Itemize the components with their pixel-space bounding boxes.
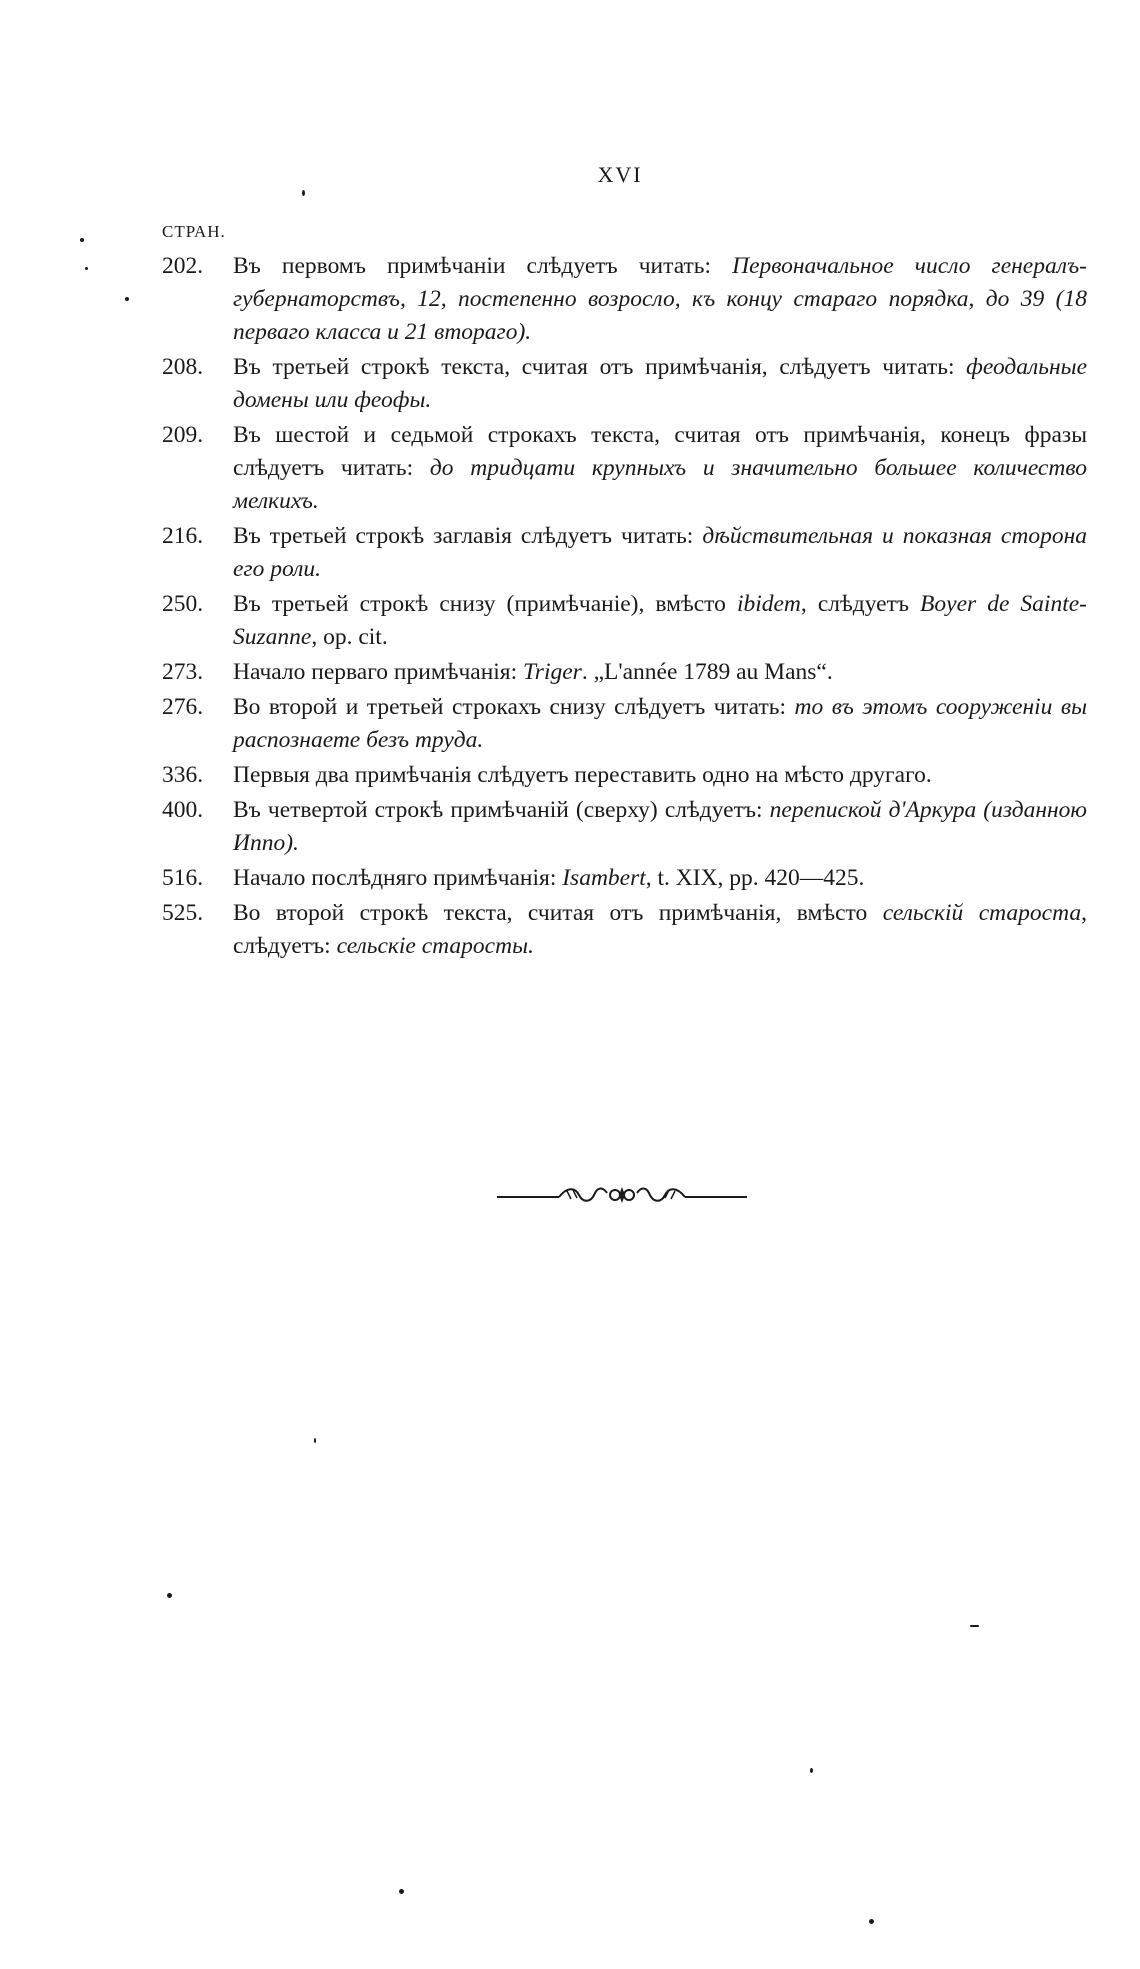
errata-entry (162, 759, 1087, 792)
errata-page-number: 400. (162, 797, 204, 823)
errata-entry (162, 250, 1087, 349)
errata-text: Начало послѣдняго примѣчанія: (233, 865, 563, 891)
errata-entry (162, 862, 1087, 895)
print-speck (125, 297, 129, 301)
errata-text: . „L'année 1789 au Mans“. (581, 659, 833, 685)
errata-entry (162, 656, 1087, 689)
errata-page-number: 336. (162, 762, 204, 788)
errata-page-number: 276. (162, 694, 204, 720)
errata-correction-text (233, 759, 1087, 792)
errata-correction-text (233, 419, 1087, 518)
page-number: XVI (597, 162, 643, 187)
errata-text: , слѣдуетъ: (233, 900, 1087, 959)
errata-text: Первыя два примѣчанія слѣдуетъ переставить одно на мѣсто другаго. (233, 762, 932, 788)
errata-page-number: 273. (162, 659, 204, 685)
print-speck (810, 1768, 813, 1773)
print-speck (399, 1889, 404, 1894)
errata-italic-text: феодальные домены или феофы. (233, 354, 1087, 413)
errata-correction-text (233, 588, 1087, 654)
print-speck (302, 190, 305, 196)
errata-correction-text (233, 520, 1087, 586)
print-speck (970, 1625, 979, 1627)
errata-text: , слѣдуетъ (800, 591, 921, 617)
errata-italic-text: Boyer de Sainte-Suzanne (233, 591, 1087, 650)
errata-text: Во второй и третьей строкахъ снизу слѣдуетъ читать: (233, 694, 795, 720)
errata-italic-text: Isambert (562, 865, 646, 891)
errata-text: Въ третьей строкѣ текста, считая отъ примѣчанія, слѣдуетъ читать: (233, 354, 967, 380)
errata-text: Въ третьей строкѣ заглавія слѣдуетъ читать: (233, 523, 703, 549)
errata-text: Въ четвертой строкѣ примѣчаній (сверху) слѣдуетъ: (233, 797, 770, 823)
errata-entry (162, 588, 1087, 654)
errata-entry (162, 794, 1087, 860)
errata-page-number: 250. (162, 591, 204, 617)
errata-correction-text (233, 691, 1087, 757)
errata-italic-text: Первоначальное число генералъ-губернаторствъ, 12, постепенно возросло, къ концу стараго порядка, до 39 (18 перваго класса и 21 втораго). (233, 253, 1088, 345)
errata-correction-text (233, 794, 1087, 860)
errata-page-number: 516. (162, 865, 204, 891)
errata-text: Въ первомъ примѣчаніи слѣдуетъ читать: (233, 253, 733, 279)
errata-text: Въ шестой и седьмой строкахъ текста, считая отъ примѣчанія, конецъ фразы слѣдуетъ читать: (233, 422, 1087, 481)
errata-correction-text (233, 656, 1087, 689)
errata-page-number: 216. (162, 523, 204, 549)
errata-entry (162, 897, 1087, 963)
errata-correction-text (233, 897, 1087, 963)
print-speck (85, 267, 88, 270)
errata-page-number: 525. (162, 900, 204, 926)
errata-italic-text: Triger (523, 659, 582, 685)
errata-text: Начало перваго примѣчанія: (233, 659, 524, 685)
ornament-divider-icon (497, 1183, 747, 1207)
print-speck (167, 1593, 172, 1598)
errata-page-number: 208. (162, 354, 204, 380)
errata-entry (162, 691, 1087, 757)
print-speck (80, 238, 84, 242)
errata-correction-text (233, 862, 1087, 895)
errata-text: , t. XIX, pp. 420—425. (645, 865, 865, 891)
errata-text: Въ третьей строкѣ снизу (примѣчаніе), вмѣсто (233, 591, 737, 617)
errata-italic-text: до тридцати крупныхъ и значительно большее количество мелкихъ. (233, 455, 1087, 514)
errata-text: , op. cit. (311, 624, 388, 650)
errata-italic-text: сельскіе старосты. (336, 933, 534, 959)
errata-italic-text: перепиской д'Аркура (изданною Иппо). (233, 797, 1088, 856)
errata-entry (162, 419, 1087, 518)
errata-italic-text: то въ этомъ сооруженіи вы распознаете безъ труда. (233, 694, 1087, 753)
errata-correction-text (233, 351, 1087, 417)
column-header: СТРАН. (162, 222, 226, 241)
errata-entry (162, 520, 1087, 586)
errata-page-number: 209. (162, 422, 204, 448)
errata-italic-text: ibidem (736, 591, 801, 617)
errata-text: Во второй строкѣ текста, считая отъ примѣчанія, вмѣсто (233, 900, 883, 926)
print-speck (314, 1438, 316, 1443)
errata-correction-text (233, 250, 1087, 349)
errata-italic-text: дѣйствительная и показная сторона его роли. (233, 523, 1087, 582)
errata-italic-text: сельскій староста (882, 900, 1082, 926)
print-speck (869, 1919, 874, 1924)
errata-page-number: 202. (162, 253, 204, 279)
errata-list (162, 250, 1087, 965)
errata-entry (162, 351, 1087, 417)
